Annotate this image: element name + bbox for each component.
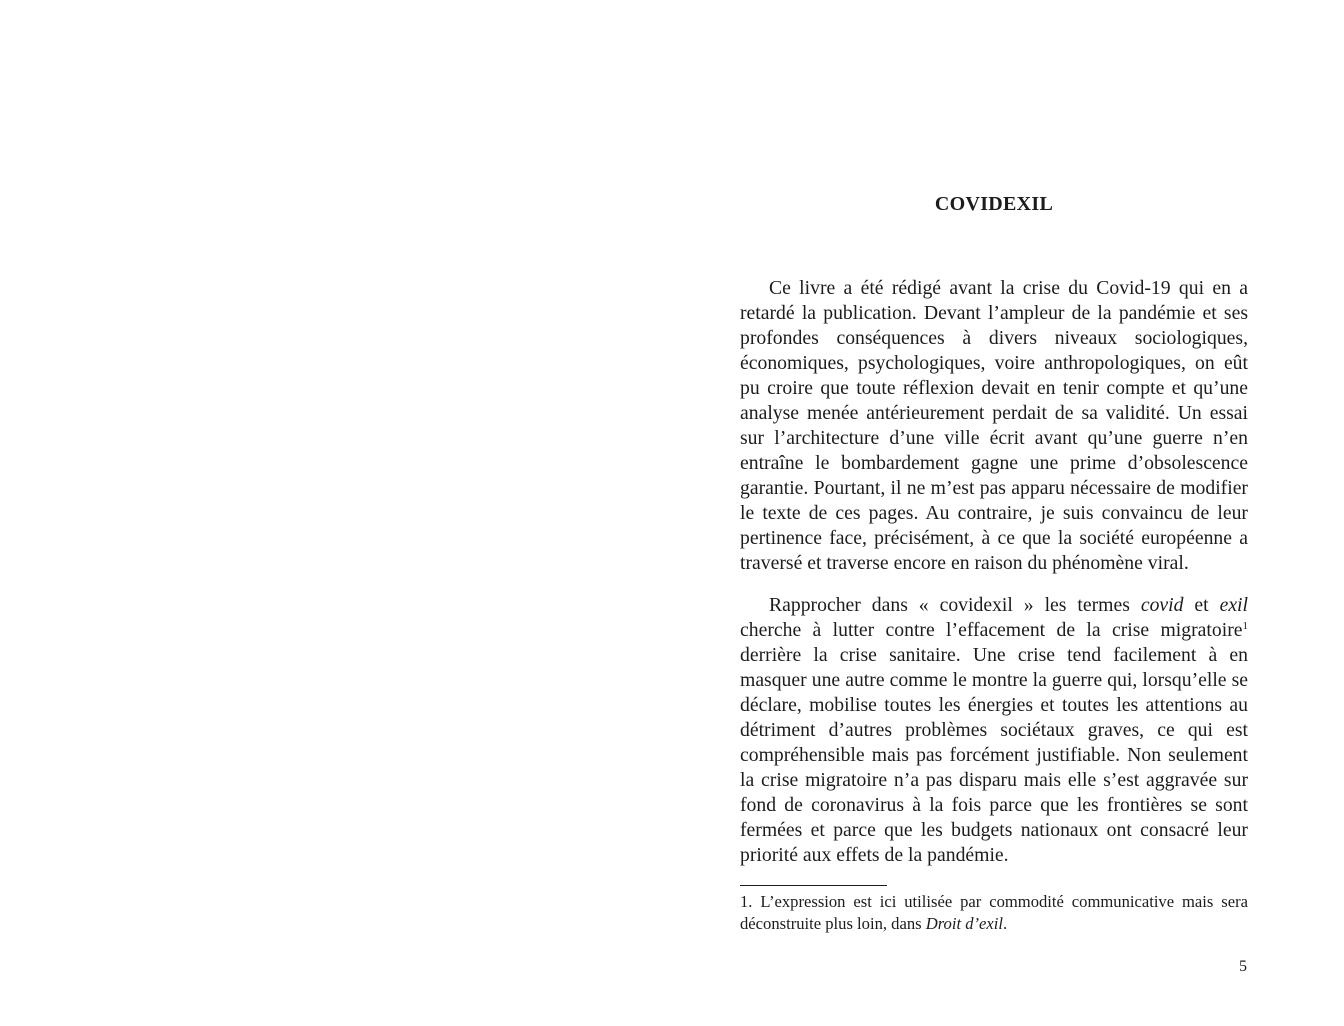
page-number: 5 <box>1239 958 1247 975</box>
footnote-reference[interactable]: 1 <box>1242 620 1248 632</box>
paragraph-2-text-a: Rapprocher dans « covidexil » les termes <box>769 594 1141 616</box>
paragraph-2-text-b: et <box>1183 594 1220 616</box>
term-exil: exil <box>1219 594 1248 616</box>
footnote-separator <box>740 885 887 886</box>
paragraph-2 <box>740 593 1248 868</box>
paragraph-2-text-d: derrière la crise sanitaire. Une crise tend facilement à en masquer une autre comme le montre la guerre qui, lorsqu’elle se déclare, mobilise toutes les énergies et toutes les attentions au détriment d’autres problèmes sociétaux graves, ce qui est compréhensible mais pas forcément justifiable. Non seulement la crise migratoire n’a pas disparu mais elle s’est aggravée sur fond de coronavirus à la fois parce que les frontières se sont fermées et parce que les budgets nationaux ont consacré leur priorité aux effets de la pandémie. <box>740 644 1248 866</box>
footnote-number: 1 <box>740 892 749 911</box>
footnote-text: . L’expression est ici utilisée par commodité communicative mais sera déconstruite plus loin, dans <box>740 892 1248 933</box>
footnote-italic-title: Droit d’exil <box>925 914 1003 933</box>
paragraph-2-text-c: cherche à lutter contre l’effacement de la crise migratoire <box>740 619 1243 641</box>
chapter-title: COVIDEXIL <box>934 193 1054 215</box>
paragraph-1: Ce livre a été rédigé avant la crise du Covid-19 qui en a retardé la publication. Devant l’ampleur de la pandémie et ses profondes conséquences à divers niveaux sociologiques, économiques, psychologiques, voire anthropologiques, on eût pu croire que toute réflexion devait en tenir compte et qu’une analyse menée antérieurement perdait de sa validité. Un essai sur l’architecture d’une ville écrit avant qu’une guerre n’en entraîne le bombardement gagne une prime d’obsolescence garantie. Pourtant, il ne m’est pas apparu nécessaire de modifier le texte de ces pages. Au contraire, je suis convaincu de leur pertinence face, précisément, à ce que la société européenne a traversé et traverse encore en raison du phénomène viral. <box>740 277 1248 574</box>
term-covid: covid <box>1140 594 1184 616</box>
footnote <box>740 891 1248 935</box>
footnote-end: . <box>1003 914 1008 933</box>
body-text <box>740 276 1248 868</box>
